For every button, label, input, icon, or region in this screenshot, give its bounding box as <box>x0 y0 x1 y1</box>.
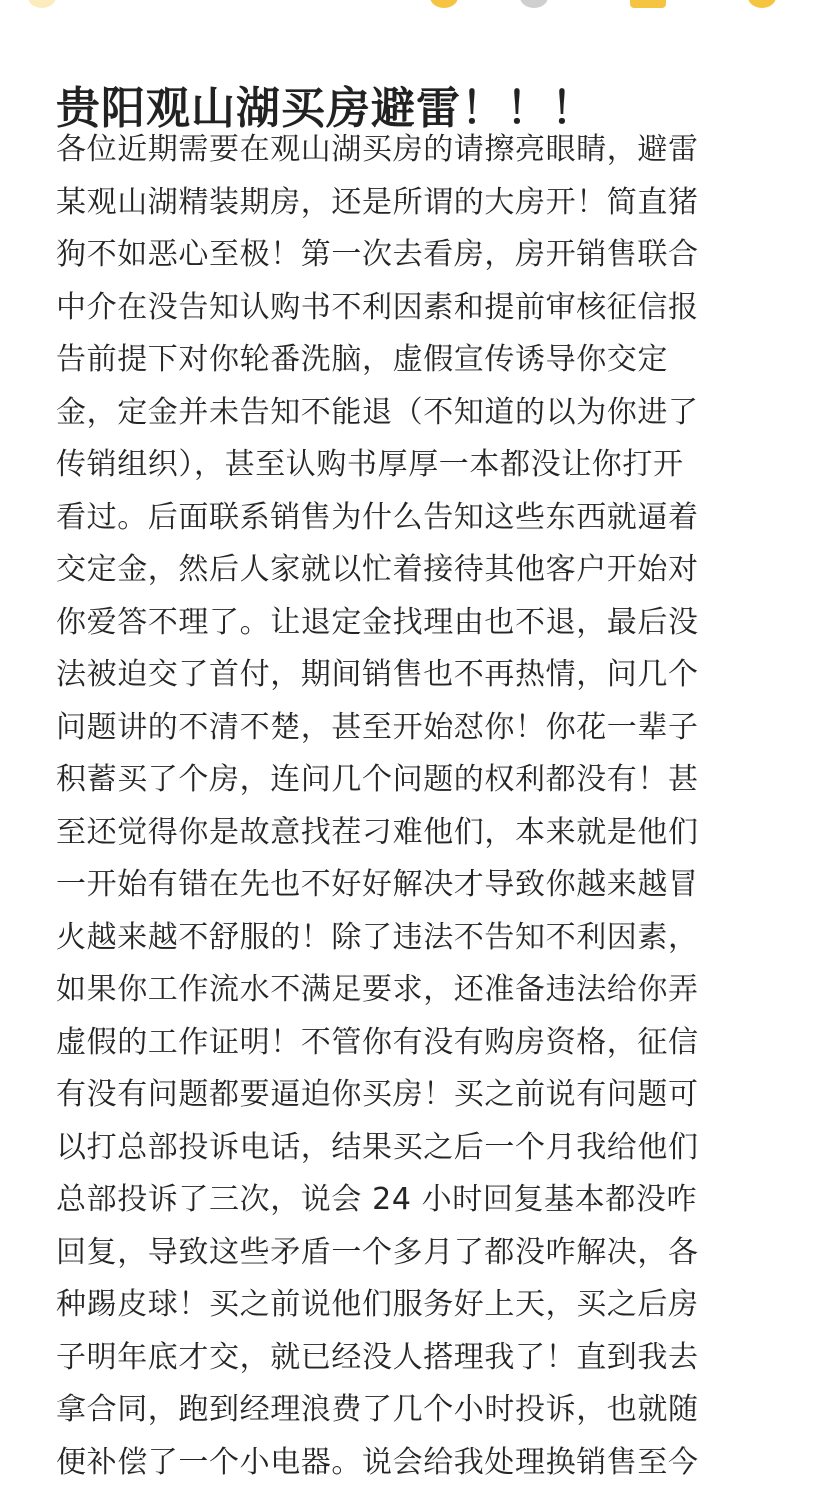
post-body-line: 问题讲的不清不楚，甚至开始怼你！你花一辈子 <box>56 709 699 745</box>
post-body-line: 积蓄买了个房，连问几个问题的权利都没有！甚 <box>56 762 699 797</box>
post-body <box>56 124 772 1489</box>
post-body-line: 看过。后面联系销售为什么告知这些东西就逼着 <box>56 499 699 535</box>
post-body-line: 回复，导致这些矛盾一个多月了都没咋解决，各 <box>56 1234 699 1270</box>
post-body-line: 虚假的工作证明！不管你有没有购房资格，征信 <box>56 1024 699 1060</box>
top-toolbar-remnant <box>0 0 828 10</box>
post-body-line: 一开始有错在先也不好好解决才导致你越来越冒 <box>56 867 699 902</box>
post-body-line: 交定金，然后人家就以忙着接待其他客户开始对 <box>56 552 699 587</box>
post-body-line: 至还觉得你是故意找茬刁难他们，本来就是他们 <box>56 814 699 850</box>
post-body-line: 中介在没告知认购书不利因素和提前审核征信报 <box>56 289 699 325</box>
post-body-line: 便补偿了一个小电器。说会给我处理换销售至今 <box>56 1444 699 1480</box>
post-body-line: 法被迫交了首付，期间销售也不再热情，问几个 <box>56 657 699 692</box>
post-body-line: 火越来越不舒服的！除了违法不告知不利因素， <box>56 919 699 955</box>
post-body-line: 狗不如恶心至极！第一次去看房，房开销售联合 <box>56 237 699 272</box>
post-body-line: 告前提下对你轮番洗脑，虚假宣传诱导你交定 <box>56 342 668 377</box>
post-body-line: 种踢皮球！买之前说他们服务好上天，买之后房 <box>56 1287 699 1322</box>
post-body-line: 某观山湖精装期房，还是所谓的大房开！简直猪 <box>56 184 699 220</box>
post-body-line: 拿合同，跑到经理浪费了几个小时投诉，也就随 <box>56 1392 699 1427</box>
collect-icon[interactable] <box>520 0 548 8</box>
post-body-line: 子明年底才交，就已经没人搭理我了！直到我去 <box>56 1339 699 1375</box>
post-body-line: 你爱答不理了。让退定金找理由也不退，最后没 <box>56 604 699 640</box>
post-body-line: 各位近期需要在观山湖买房的请擦亮眼睛，避雷 <box>56 132 699 167</box>
post-title: 贵阳观山湖买房避雷！！！ <box>56 83 596 135</box>
like-icon[interactable] <box>430 0 458 8</box>
toolbar-icon <box>28 0 56 8</box>
comment-icon[interactable] <box>748 0 776 8</box>
post-body-line: 以打总部投诉电话，结果买之后一个月我给他们 <box>56 1129 699 1165</box>
post-body-line: 有没有问题都要逼迫你买房！买之前说有问题可 <box>56 1077 699 1112</box>
post-body-line: 传销组织），甚至认购书厚厚一本都没让你打开 <box>56 447 684 482</box>
post-body-line: 总部投诉了三次，说会 24 小时回复基本都没咋 <box>56 1182 698 1217</box>
share-icon[interactable] <box>630 0 666 8</box>
post-body-line: 如果你工作流水不满足要求，还准备违法给你弄 <box>56 972 699 1007</box>
post-body-line: 金，定金并未告知不能退（不知道的以为你进了 <box>56 394 699 430</box>
